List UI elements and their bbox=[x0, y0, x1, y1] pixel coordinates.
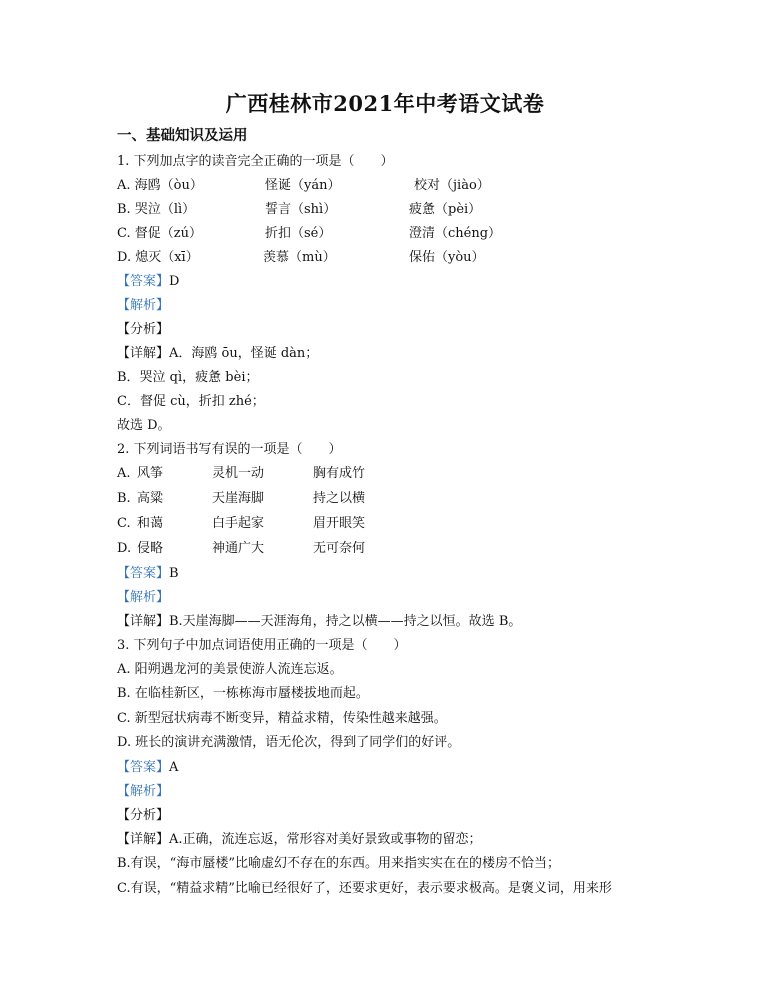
q2-a-1: 风筝 bbox=[137, 466, 164, 481]
answer-tag: 【答案】 bbox=[117, 566, 170, 581]
q1-a-3: 校对（jiào） bbox=[414, 178, 490, 193]
q2-d-2: 神通广大 bbox=[212, 541, 265, 556]
q1-analysis-tag: 【解析】 bbox=[117, 298, 170, 313]
q1-a-1: A. 海鸥（òu） bbox=[117, 178, 203, 193]
section-heading: 一、基础知识及运用 bbox=[117, 127, 248, 144]
q1-b-1: B. 哭泣（lì） bbox=[117, 202, 196, 217]
q1-detail-line: B．哭泣 qì，疲惫 bèi； bbox=[117, 370, 259, 385]
q1-detail-line: C．督促 cù，折扣 zhé； bbox=[117, 394, 265, 409]
q1-detail-line: 【详解】A．海鸥 ōu，怪诞 dàn； bbox=[117, 346, 319, 361]
answer-value: B bbox=[169, 566, 179, 581]
q2-detail: 【详解】B.天崖海脚——天涯海角，持之以横——持之以恒。故选 B。 bbox=[117, 614, 522, 629]
q2-c-3: 眉开眼笑 bbox=[313, 516, 366, 531]
q3-option-b: B. 在临桂新区，一栋栋海市蜃楼拔地而起。 bbox=[117, 686, 369, 701]
q1-d-3: 保佑（yòu） bbox=[409, 250, 485, 265]
q1-stem: 1. 下列加点字的读音完全正确的一项是（ ） bbox=[117, 154, 394, 169]
q2-d-3: 无可奈何 bbox=[313, 541, 366, 556]
q2-b-1: 高粱 bbox=[137, 491, 164, 506]
answer-value: A bbox=[169, 760, 179, 775]
q1-c-3: 澄清（chéng） bbox=[409, 226, 502, 241]
q3-fenxi: 【分析】 bbox=[117, 808, 170, 823]
q3-detail-line: 【详解】A.正确，流连忘返，常形容对美好景致或事物的留恋； bbox=[117, 832, 482, 847]
q3-detail-line: C.有误，“精益求精”比喻已经很好了，还要求更好，表示要求极高。是褒义词，用来形 bbox=[117, 881, 612, 896]
q3-option-c: C. 新型冠状病毒不断变异，精益求精，传染性越来越强。 bbox=[117, 711, 447, 726]
page-title: 广西桂林市2021年中考语文试卷 bbox=[225, 91, 545, 116]
q3-option-d: D. 班长的演讲充满激情，语无伦次，得到了同学们的好评。 bbox=[117, 735, 461, 750]
q2-stem: 2. 下列词语书写有误的一项是（ ） bbox=[117, 442, 342, 457]
q3-option-a: A. 阳朔遇龙河的美景使游人流连忘返。 bbox=[117, 662, 343, 677]
q1-d-1: D. 熄灭（xī） bbox=[117, 250, 199, 265]
q2-b-3: 持之以横 bbox=[313, 491, 366, 506]
q2-c-letter: C. bbox=[117, 516, 131, 531]
q3-stem: 3. 下列句子中加点词语使用正确的一项是（ ） bbox=[117, 638, 407, 653]
q2-d-1: 侵略 bbox=[137, 541, 164, 556]
q2-d-letter: D. bbox=[117, 541, 132, 556]
q2-analysis-tag: 【解析】 bbox=[117, 590, 170, 605]
q1-c-1: C. 督促（zú） bbox=[117, 226, 202, 241]
q3-answer bbox=[117, 760, 178, 776]
q2-answer bbox=[117, 566, 179, 582]
q1-b-3: 疲惫（pèi） bbox=[409, 202, 482, 217]
q1-answer bbox=[117, 274, 179, 290]
q2-a-letter: A. bbox=[117, 466, 131, 481]
q2-b-2: 天崖海脚 bbox=[212, 491, 265, 506]
q1-fenxi: 【分析】 bbox=[117, 322, 170, 337]
answer-tag: 【答案】 bbox=[117, 274, 170, 289]
answer-value: D bbox=[169, 274, 180, 289]
q1-c-2: 折扣（sé） bbox=[265, 226, 332, 241]
q2-a-2: 灵机一动 bbox=[212, 466, 265, 481]
q1-detail-line: 故选 D。 bbox=[117, 418, 171, 433]
q2-c-1: 和蔼 bbox=[137, 516, 164, 531]
q2-b-letter: B. bbox=[117, 491, 131, 506]
q3-analysis-tag: 【解析】 bbox=[117, 784, 170, 799]
q1-b-2: 誓言（shì） bbox=[265, 202, 337, 217]
q2-c-2: 白手起家 bbox=[212, 516, 265, 531]
q1-d-2: 羡慕（mù） bbox=[263, 250, 336, 265]
q2-a-3: 胸有成竹 bbox=[313, 466, 366, 481]
q3-detail-line: B.有误，“海市蜃楼”比喻虚幻不存在的东西。用来指实实在在的楼房不恰当； bbox=[117, 856, 560, 871]
answer-tag: 【答案】 bbox=[117, 760, 170, 775]
q1-a-2: 怪诞（yán） bbox=[265, 178, 341, 193]
